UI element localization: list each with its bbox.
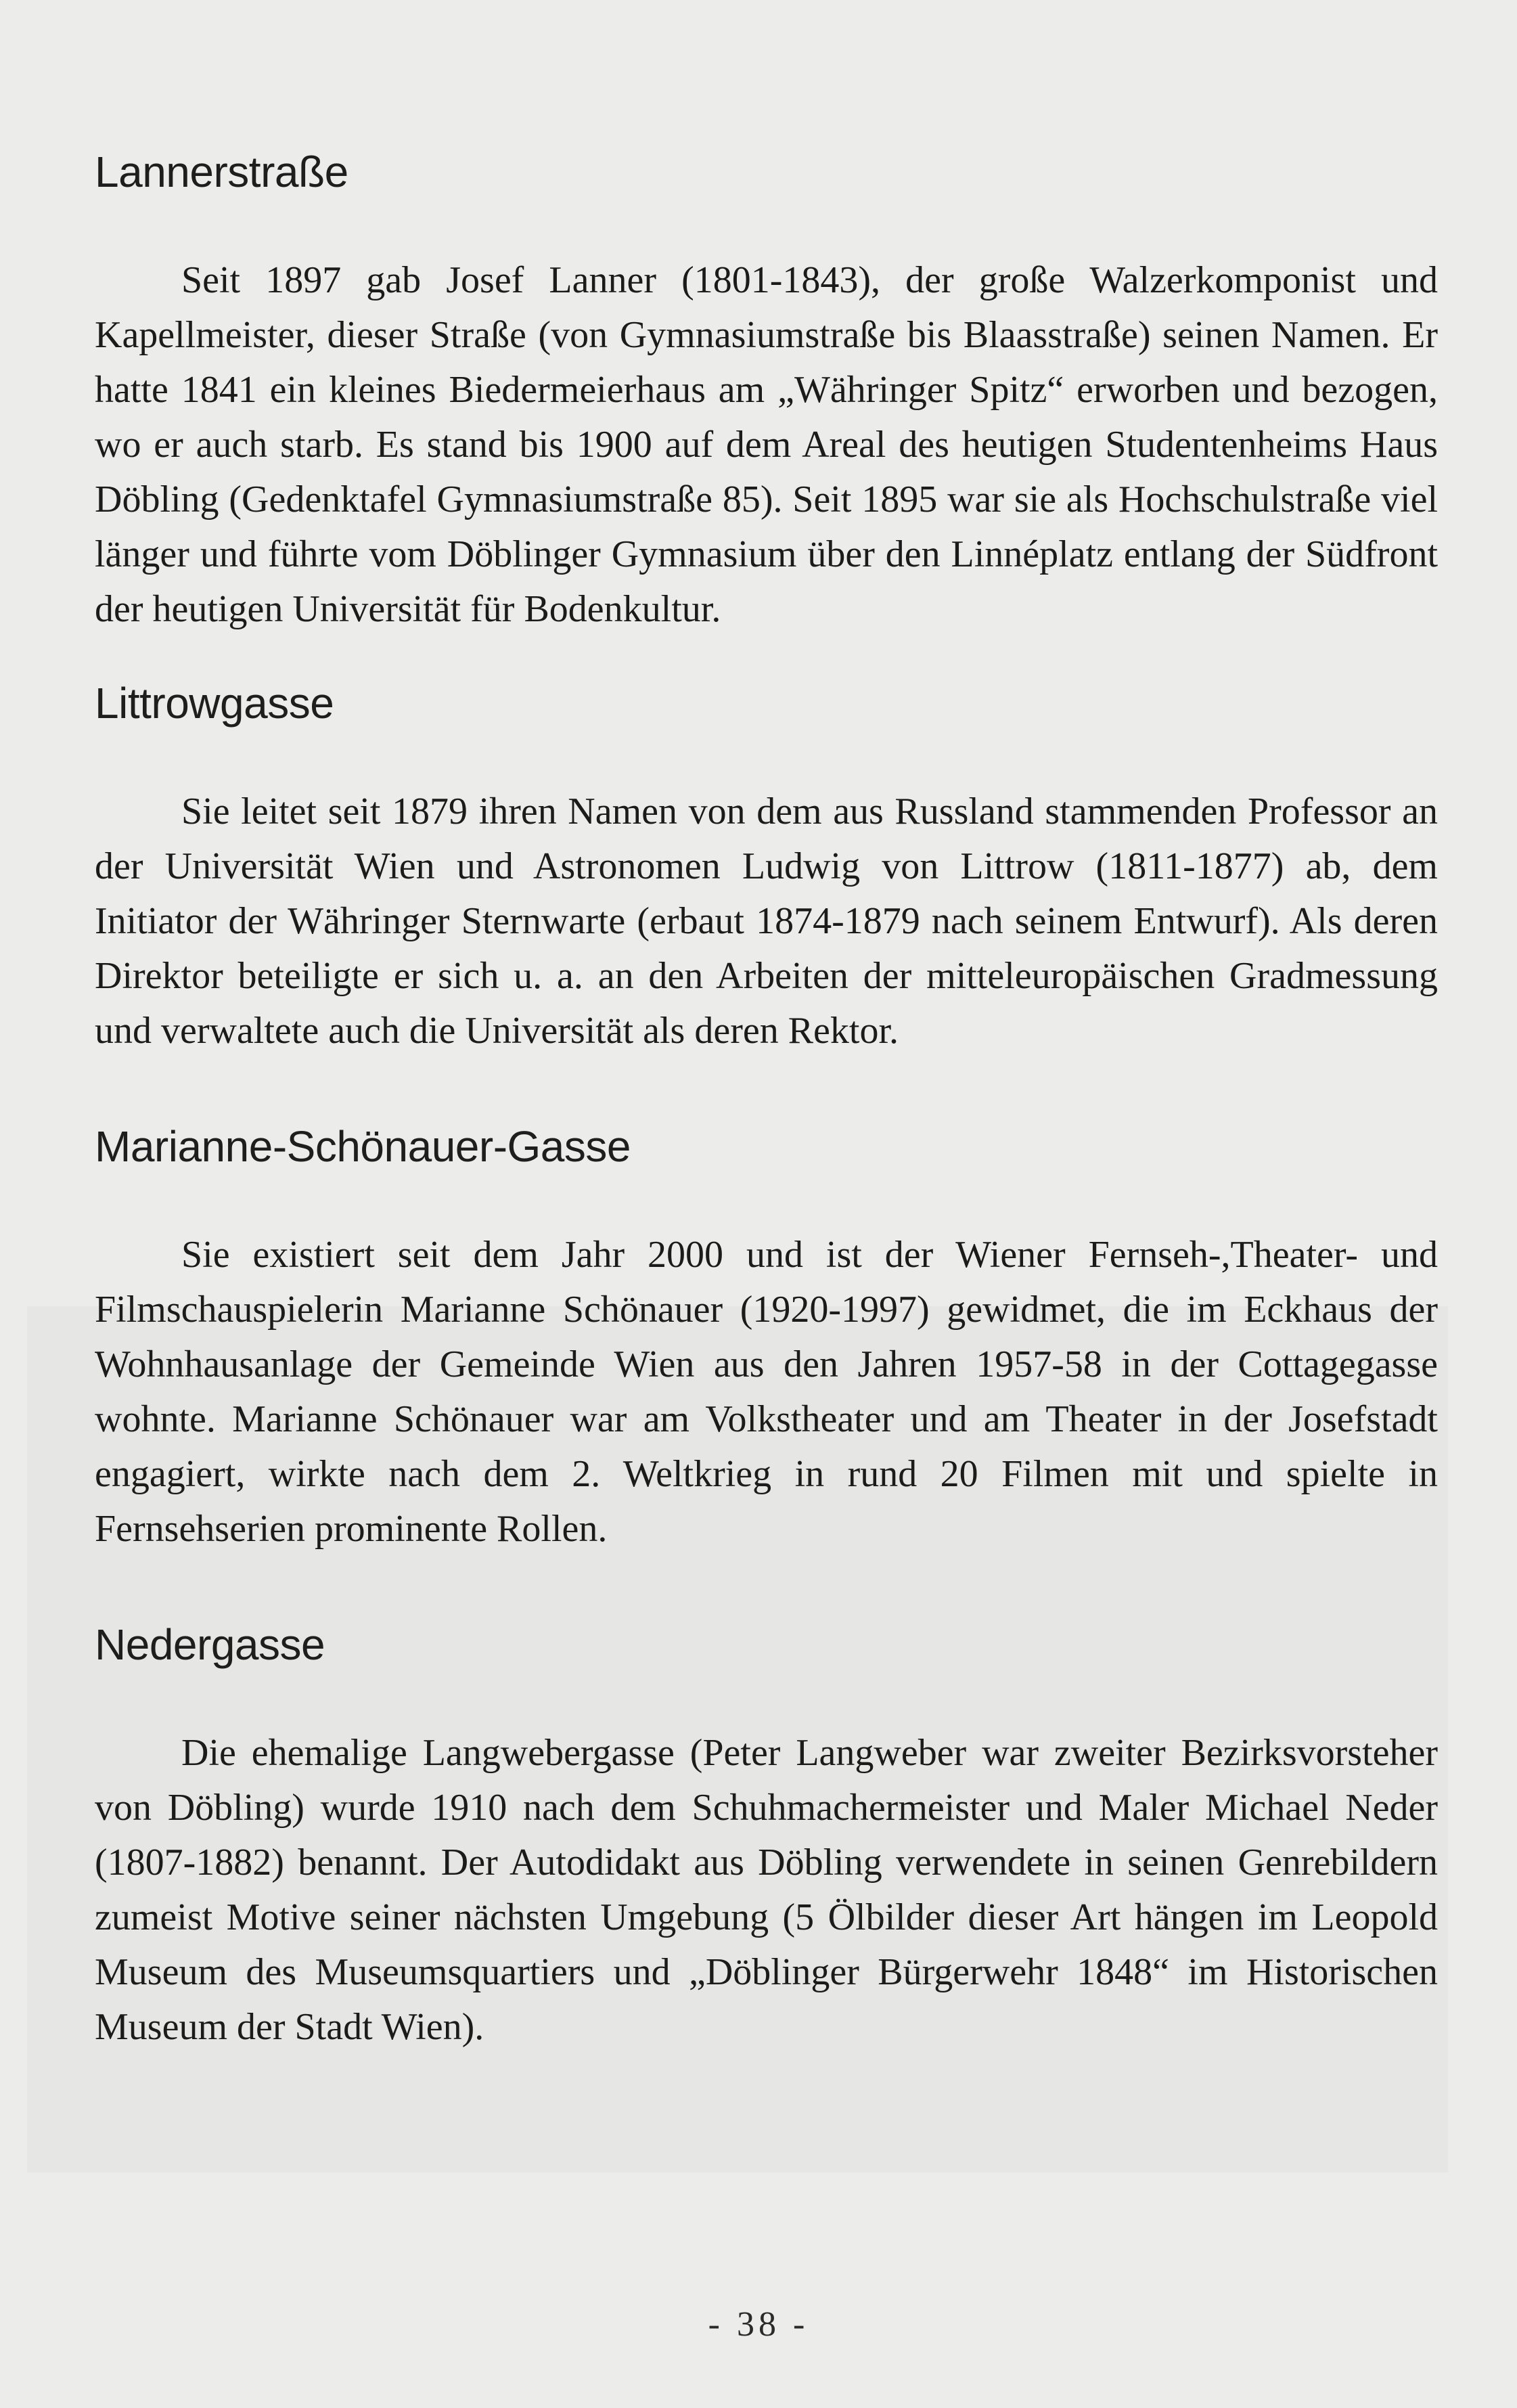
section-heading: Marianne-Schönauer-Gasse bbox=[95, 1122, 631, 1171]
section-paragraph: Sie existiert seit dem Jahr 2000 und ist der Wiener Fernseh-,Theater- und Filmschauspielerin Marianne Schönauer (1920-1997) gewidmet, die im Eckhaus der Wohnhausanlage der Gemeinde Wien aus den Jahren 1957-58 in der Cottagegasse wohnte. Marianne Schönauer war am Volkstheater und am Theater in der Josefstadt engagiert, wirkte nach dem 2. Weltkrieg in rund 20 Filmen mit und spielte in Fernsehserien prominente Rollen. bbox=[95, 1234, 1438, 1550]
section-heading: Littrowgasse bbox=[95, 679, 334, 728]
section-heading: Nedergasse bbox=[95, 1620, 325, 1669]
section-marianne-schoenauer-gasse bbox=[95, 1122, 1438, 1557]
section-littrowgasse bbox=[95, 679, 1438, 1058]
section-paragraph: Seit 1897 gab Josef Lanner (1801-1843), der große Walzerkomponist und Kapellmeister, dieser Straße (von Gymnasiumstraße bis Blaasstraße) seinen Namen. Er hatte 1841 ein kleines Biedermeierhaus am „Währinger Spitz“ erworben und bezogen, wo er auch starb. Es stand bis 1900 auf dem Areal des heutigen Studentenheims Haus Döbling (Gedenktafel Gymnasiumstraße 85). Seit 1895 war sie als Hochschulstraße viel länger und führte vom Döblinger Gymnasium über den Linnéplatz entlang der Südfront der heutigen Universität für Bodenkultur. bbox=[95, 259, 1438, 630]
page-content bbox=[95, 150, 1438, 2055]
section-paragraph: Die ehemalige Langwebergasse (Peter Langweber war zweiter Bezirksvorsteher von Döbling) wurde 1910 nach dem Schuhmachermeister und Maler Michael Neder (1807-1882) benannt. Der Autodidakt aus Döbling verwendete in seinen Genrebildern zumeist Motive seiner nächsten Umgebung (5 Ölbilder dieser Art hängen im Leopold Museum des Museumsquartiers und „Döblinger Bürgerwehr 1848“ im Historischen Museum der Stadt Wien). bbox=[95, 1732, 1438, 2048]
section-paragraph: Sie leitet seit 1879 ihren Namen von dem aus Russland stammenden Professor an der Universität Wien und Astronomen Ludwig von Littrow (1811-1877) ab, dem Initiator der Währinger Sternwarte (erbaut 1874-1879 nach seinem Entwurf). Als deren Direktor beteiligte er sich u. a. an den Arbeiten der mitteleuropäischen Gradmessung und verwaltete auch die Universität als deren Rektor. bbox=[95, 790, 1438, 1052]
section-heading: Lannerstraße bbox=[95, 148, 348, 196]
section-nedergasse bbox=[95, 1620, 1438, 2055]
section-lannerstrasse bbox=[95, 150, 1438, 637]
page-number: - 38 - bbox=[708, 2305, 809, 2344]
